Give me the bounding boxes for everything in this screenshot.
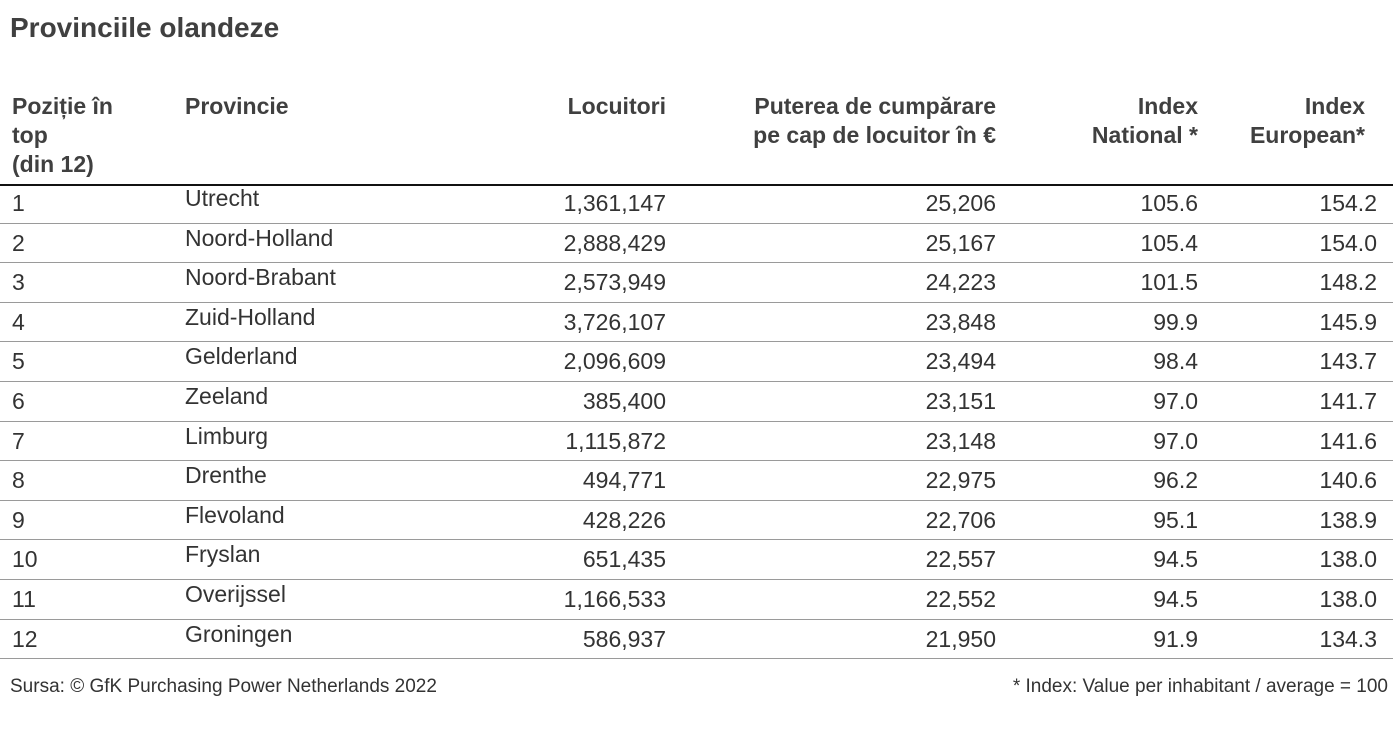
population-cell: 428,226 bbox=[582, 506, 666, 533]
header-european-line: European* bbox=[1249, 122, 1365, 148]
population-cell: 1,166,533 bbox=[563, 585, 666, 612]
population-cell: 1,115,872 bbox=[565, 427, 666, 454]
european-index-cell: 141.6 bbox=[1319, 427, 1377, 454]
power-cell: 22,975 bbox=[925, 467, 996, 494]
header-province bbox=[185, 92, 289, 121]
power-cell: 22,706 bbox=[925, 506, 996, 533]
header-population bbox=[568, 92, 666, 121]
table-title: Provinciile olandeze bbox=[10, 12, 280, 43]
rank-cell: 9 bbox=[12, 506, 25, 533]
province-cell: Fryslan bbox=[185, 541, 261, 568]
table-row bbox=[0, 540, 1393, 580]
province-cell: Overijssel bbox=[185, 580, 286, 607]
header-index-national bbox=[1092, 92, 1198, 150]
header-power-line: pe cap de locuitor în € bbox=[753, 122, 996, 148]
european-index-cell: 138.0 bbox=[1319, 546, 1377, 573]
european-index-cell: 134.3 bbox=[1319, 625, 1377, 652]
province-cell: Gelderland bbox=[185, 343, 298, 370]
table-row bbox=[0, 263, 1393, 303]
population-cell: 2,096,609 bbox=[563, 348, 666, 375]
table-row bbox=[0, 422, 1393, 462]
source-note: Sursa: © GfK Purchasing Power Netherlands 2022 bbox=[10, 676, 437, 697]
header-rank-line: top bbox=[12, 122, 48, 148]
rank-cell: 1 bbox=[12, 190, 25, 216]
province-cell: Zeeland bbox=[185, 382, 269, 409]
population-cell: 1,361,147 bbox=[563, 190, 666, 216]
header-power-line: Puterea de cumpărare bbox=[754, 93, 996, 119]
population-cell: 586,937 bbox=[582, 625, 666, 652]
power-cell: 23,494 bbox=[925, 348, 996, 375]
header-index-european bbox=[1250, 92, 1365, 150]
population-cell: 3,726,107 bbox=[563, 308, 666, 335]
european-index-cell: 140.6 bbox=[1319, 467, 1377, 494]
national-index-cell: 94.5 bbox=[1153, 546, 1198, 573]
rank-cell: 12 bbox=[12, 625, 38, 652]
table-row bbox=[0, 184, 1393, 224]
population-cell: 651,435 bbox=[582, 546, 666, 573]
european-index-cell: 143.7 bbox=[1319, 348, 1377, 375]
table-header bbox=[0, 92, 1393, 186]
table-row bbox=[0, 382, 1393, 422]
population-cell: 2,888,429 bbox=[563, 229, 666, 256]
rank-cell: 5 bbox=[12, 348, 25, 375]
rank-cell: 7 bbox=[12, 427, 25, 454]
province-cell: Noord-Brabant bbox=[185, 264, 336, 291]
rank-cell: 6 bbox=[12, 387, 25, 414]
table-row bbox=[0, 620, 1393, 660]
population-cell: 385,400 bbox=[582, 387, 666, 414]
power-cell: 22,557 bbox=[925, 546, 996, 573]
national-index-cell: 105.6 bbox=[1140, 190, 1198, 216]
rank-cell: 4 bbox=[12, 308, 25, 335]
european-index-cell: 154.2 bbox=[1319, 190, 1377, 216]
power-cell: 25,206 bbox=[925, 190, 996, 216]
national-index-cell: 94.5 bbox=[1153, 585, 1198, 612]
table-row bbox=[0, 224, 1393, 264]
header-rank-line: Poziție în bbox=[12, 93, 113, 119]
national-index-cell: 99.9 bbox=[1153, 308, 1198, 335]
national-index-cell: 97.0 bbox=[1153, 387, 1198, 414]
province-cell: Limburg bbox=[185, 422, 269, 449]
national-index-cell: 97.0 bbox=[1153, 427, 1198, 454]
rank-cell: 11 bbox=[12, 585, 36, 612]
province-cell: Drenthe bbox=[185, 462, 267, 489]
table-body bbox=[0, 184, 1393, 659]
national-index-cell: 91.9 bbox=[1153, 625, 1198, 652]
rank-cell: 8 bbox=[12, 467, 25, 494]
province-cell: Groningen bbox=[185, 620, 293, 647]
table-row bbox=[0, 580, 1393, 620]
header-province-line: Provincie bbox=[185, 93, 289, 119]
power-cell: 24,223 bbox=[925, 269, 996, 296]
header-european-line: Index bbox=[1304, 93, 1365, 119]
header-national-line: Index bbox=[1137, 93, 1198, 119]
rank-cell: 10 bbox=[12, 546, 38, 573]
european-index-cell: 138.9 bbox=[1319, 506, 1377, 533]
power-cell: 23,151 bbox=[925, 387, 996, 414]
european-index-cell: 141.7 bbox=[1319, 387, 1377, 414]
european-index-cell: 154.0 bbox=[1319, 229, 1377, 256]
rank-cell: 2 bbox=[12, 229, 25, 256]
rank-cell: 3 bbox=[12, 269, 25, 296]
national-index-cell: 96.2 bbox=[1153, 467, 1198, 494]
header-rank-line: (din 12) bbox=[12, 151, 94, 177]
index-footnote: * Index: Value per inhabitant / average = 100 bbox=[1012, 676, 1388, 697]
table-row bbox=[0, 342, 1393, 382]
table-row bbox=[0, 501, 1393, 541]
population-cell: 494,771 bbox=[582, 467, 666, 494]
european-index-cell: 138.0 bbox=[1319, 585, 1377, 612]
header-purchasing-power bbox=[753, 92, 996, 150]
header-population-line: Locuitori bbox=[567, 93, 666, 119]
power-cell: 21,950 bbox=[925, 625, 996, 652]
european-index-cell: 148.2 bbox=[1319, 269, 1377, 296]
header-national-line: National * bbox=[1091, 122, 1198, 148]
population-cell: 2,573,949 bbox=[563, 269, 666, 296]
power-cell: 23,148 bbox=[925, 427, 996, 454]
header-rank bbox=[12, 92, 162, 179]
table-row bbox=[0, 461, 1393, 501]
european-index-cell: 145.9 bbox=[1319, 308, 1377, 335]
province-cell: Zuid-Holland bbox=[185, 303, 316, 330]
power-cell: 22,552 bbox=[925, 585, 996, 612]
province-cell: Flevoland bbox=[185, 501, 285, 528]
table-row bbox=[0, 303, 1393, 343]
power-cell: 23,848 bbox=[925, 308, 996, 335]
province-cell: Noord-Holland bbox=[185, 224, 334, 251]
national-index-cell: 98.4 bbox=[1153, 348, 1198, 375]
province-cell: Utrecht bbox=[185, 185, 260, 211]
national-index-cell: 101.5 bbox=[1140, 269, 1198, 296]
power-cell: 25,167 bbox=[925, 229, 996, 256]
national-index-cell: 95.1 bbox=[1153, 506, 1198, 533]
national-index-cell: 105.4 bbox=[1140, 229, 1198, 256]
